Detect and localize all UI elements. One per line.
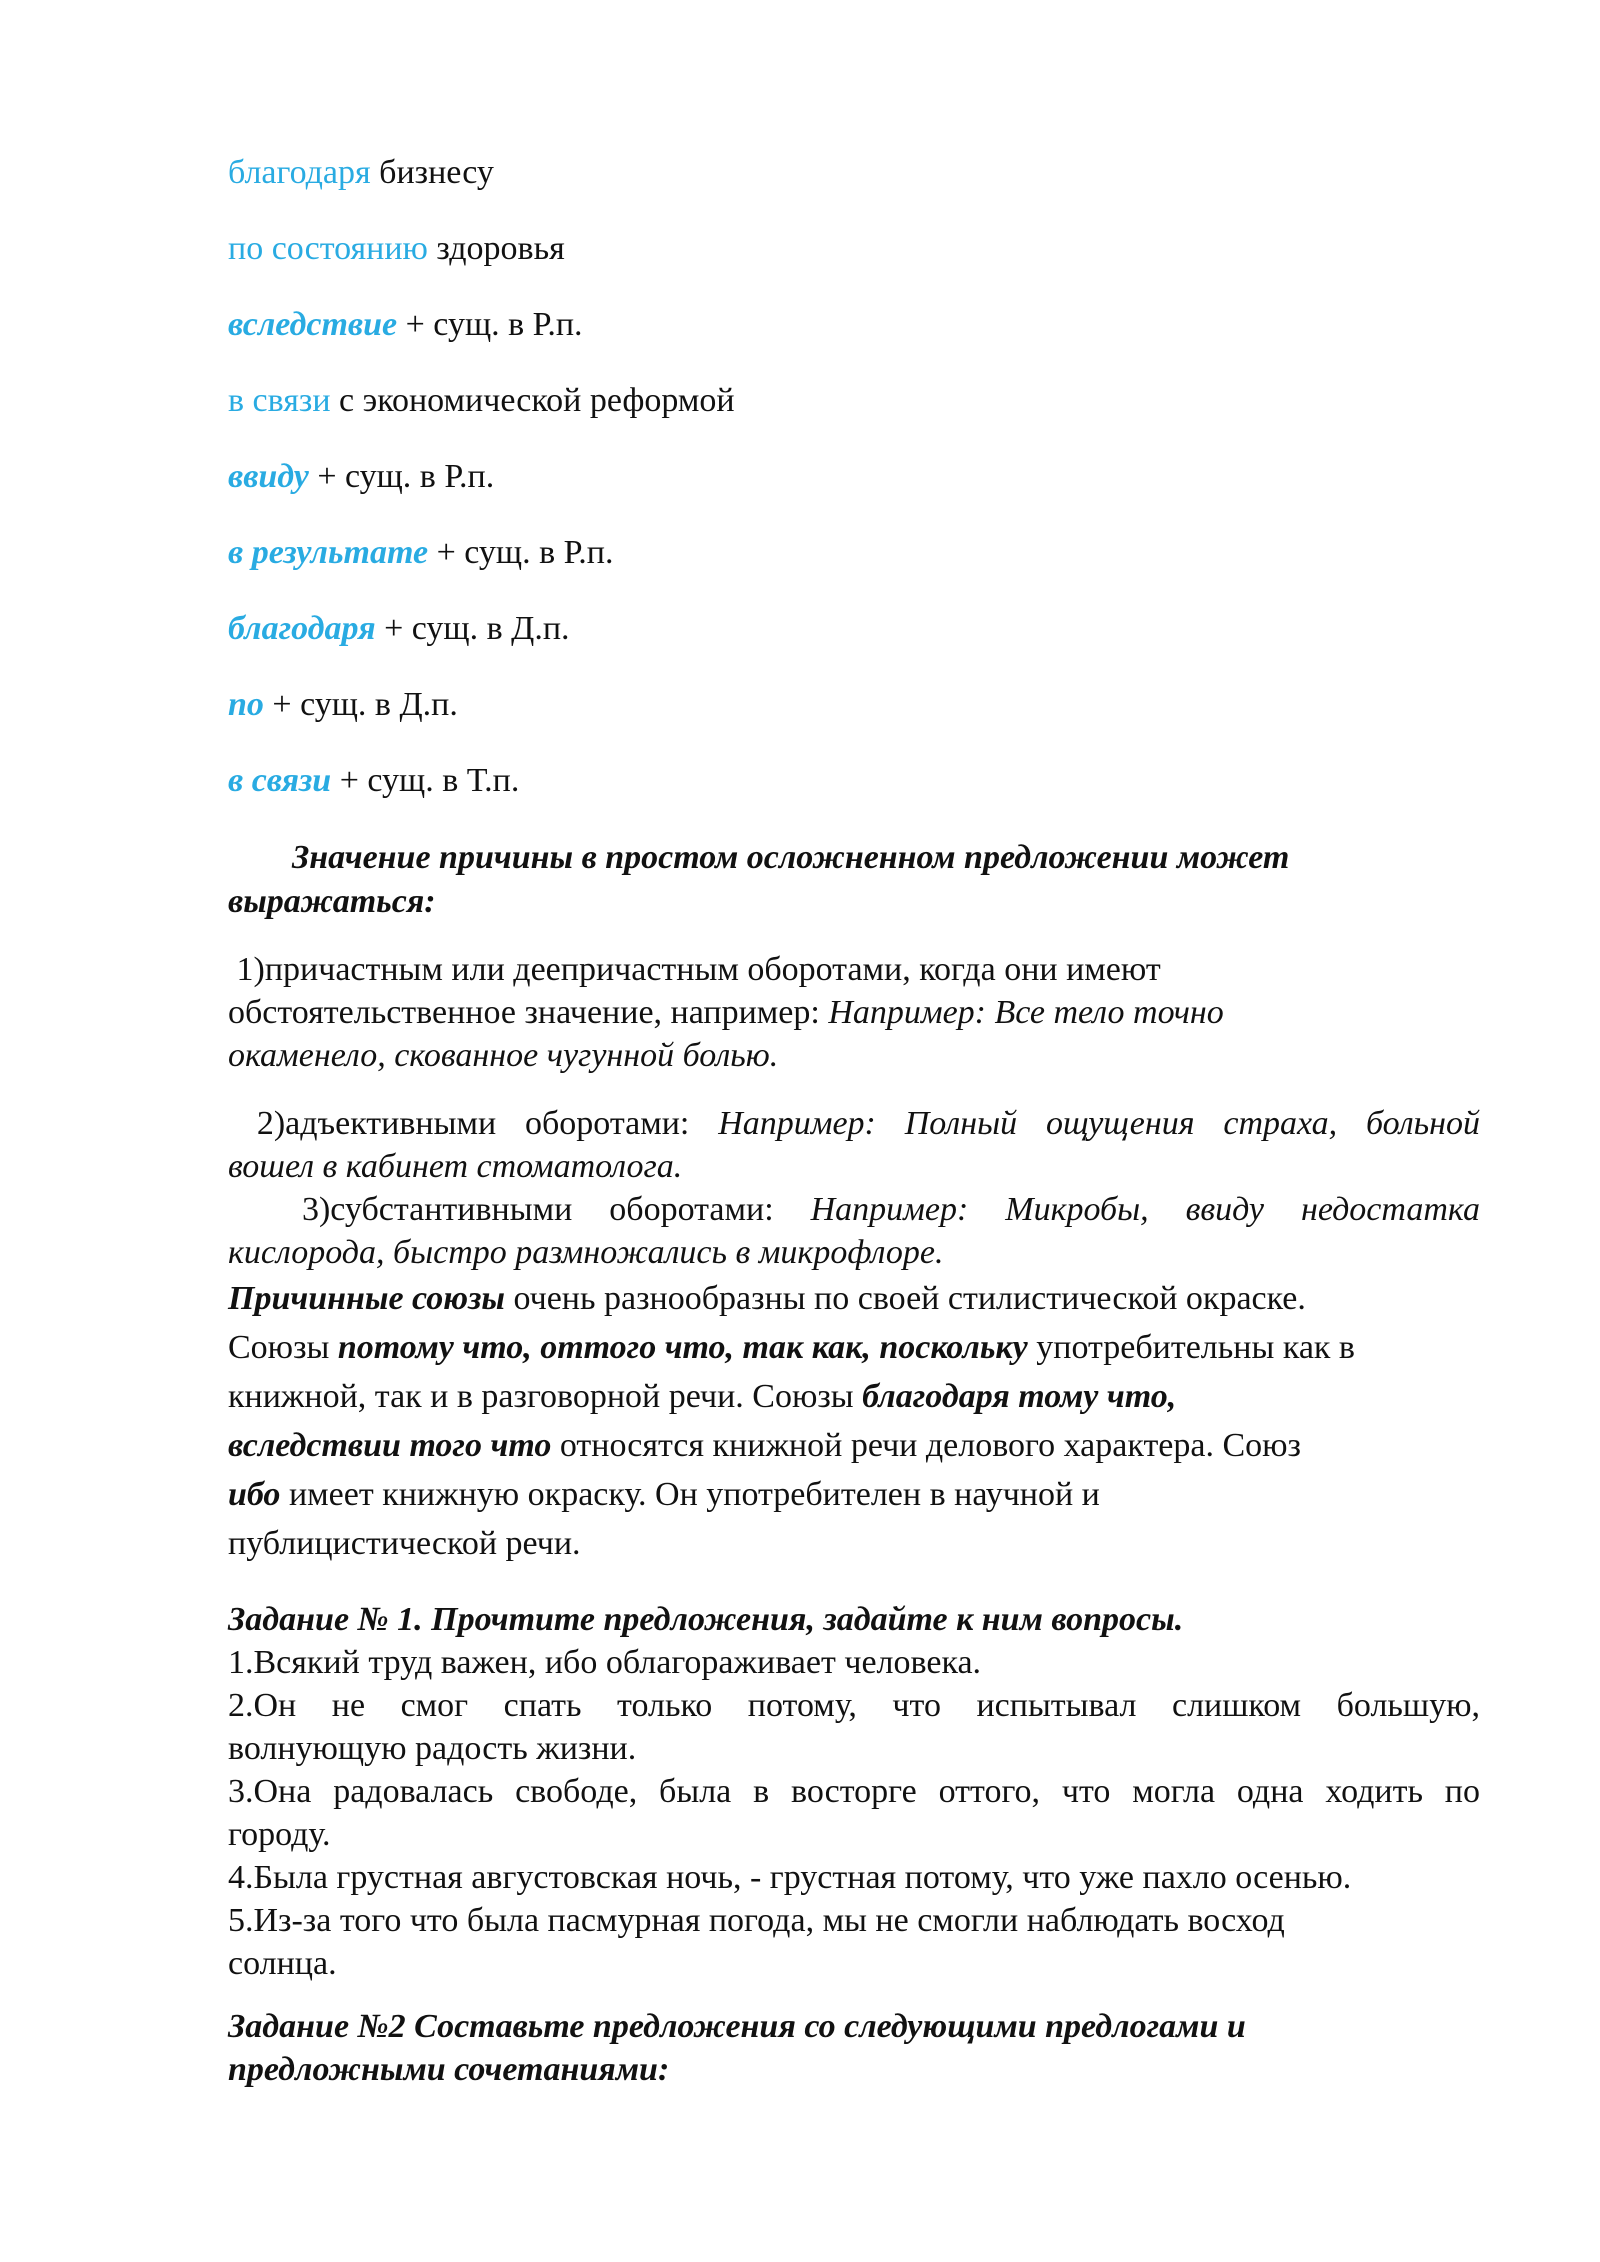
conj-text: очень разнообразны по своей стилистической окраске. — [504, 1280, 1306, 1317]
preposition: ввиду — [228, 458, 309, 495]
conj-term: ибо — [228, 1476, 281, 1513]
conj-term: потому что, оттого что, так как, поскольку — [337, 1329, 1028, 1366]
point-2-text: 2)адъективными оборотами: — [228, 1105, 719, 1142]
task-1-title: Задание № 1. Прочтите предложения, задайте к ним вопросы. — [228, 1601, 1184, 1638]
preposition: вследствие — [228, 306, 398, 343]
example-line — [228, 380, 735, 422]
example-text: с экономической реформой — [330, 382, 735, 419]
point-2-example: Например: Полный ощущения страха, больной — [718, 1105, 1480, 1142]
point-2-line-1 — [228, 1102, 1480, 1145]
point-2 — [228, 1102, 1480, 1188]
point-1-example: Например: Все тело точно — [828, 994, 1224, 1031]
task-1 — [228, 1598, 1480, 1985]
conj-text: книжной, так и в разговорной речи. Союзы — [228, 1378, 863, 1415]
heading-line-2: выражаться: — [228, 883, 436, 920]
point-1-line-1: 1)причастным или деепричастным оборотами, когда они имеют — [228, 951, 1161, 988]
example-line — [228, 760, 519, 802]
preposition: в связи — [228, 762, 332, 799]
example-line — [228, 532, 613, 574]
point-3-example: Например: Микробы, ввиду недостатка — [810, 1191, 1480, 1228]
heading-line-1: Значение причины в простом осложненном предложении может — [292, 839, 1290, 876]
task-1-sentence-5-cont: солнца. — [228, 1945, 337, 1982]
task-1-sentence-3-cont: городу. — [228, 1816, 331, 1853]
point-1-line-2 — [228, 991, 1480, 1034]
task-1-sentence-4: 4.Была грустная августовская ночь, - грустная потому, что уже пахло осенью. — [228, 1859, 1352, 1896]
conj-text: относятся книжной речи делового характера. Союз — [551, 1427, 1301, 1464]
task-1-sentence-1: 1.Всякий труд важен, ибо облагораживает человека. — [228, 1644, 982, 1681]
conj-term: вследствии того что — [228, 1427, 552, 1464]
example-text: + сущ. в Р.п. — [308, 458, 495, 495]
preposition: в результате — [228, 534, 429, 571]
point-3 — [228, 1188, 1480, 1274]
conj-line-3 — [228, 1372, 1480, 1421]
point-2-line-2: вошел в кабинет стоматолога. — [228, 1148, 683, 1185]
task-1-sentence-2: 2.Он не смог спать только потому, что испытывал слишком большую, — [228, 1687, 1480, 1724]
preposition: по — [228, 686, 264, 723]
task-1-sentence-5: 5.Из-за того что была пасмурная погода, мы не смогли наблюдать восход — [228, 1902, 1285, 1939]
preposition: благодаря — [228, 154, 371, 191]
preposition: по состоянию — [228, 230, 428, 267]
task-2-title-line-1: Задание №2 Составьте предложения со следующими предлогами и — [228, 2008, 1246, 2045]
conj-line-5 — [228, 1470, 1480, 1519]
point-1 — [228, 948, 1480, 1077]
task-2 — [228, 2005, 1480, 2091]
example-text: + сущ. в Р.п. — [397, 306, 583, 343]
point-3-line-2: кислорода, быстро размножались в микрофлоре. — [228, 1234, 944, 1271]
conj-term: благодаря тому что, — [862, 1378, 1177, 1415]
example-text: + сущ. в Р.п. — [428, 534, 614, 571]
example-text: + сущ. в Д.п. — [263, 686, 458, 723]
conj-term: Причинные союзы — [228, 1280, 505, 1317]
conj-line-2 — [228, 1323, 1480, 1372]
preposition: благодаря — [228, 610, 376, 647]
conj-text: Союзы — [228, 1329, 338, 1366]
point-3-line-1 — [228, 1188, 1480, 1231]
preposition: в связи — [228, 382, 331, 419]
example-text: бизнесу — [370, 154, 494, 191]
section-heading — [228, 836, 1478, 924]
example-text: + сущ. в Д.п. — [375, 610, 570, 647]
task-1-sentence-2-cont: волнующую радость жизни. — [228, 1730, 637, 1767]
conj-text: употребительны как в — [1027, 1329, 1355, 1366]
point-1-text: обстоятельственное значение, например: — [228, 994, 829, 1031]
example-line — [228, 152, 494, 194]
point-3-text: 3)субстантивными оборотами: — [228, 1191, 811, 1228]
conj-line-1 — [228, 1274, 1480, 1323]
conj-line-6: публицистической речи. — [228, 1525, 581, 1562]
example-text: здоровья — [427, 230, 565, 267]
point-1-line-3: окаменело, скованное чугунной болью. — [228, 1037, 779, 1074]
example-line — [228, 684, 458, 726]
example-line — [228, 456, 494, 498]
task-1-sentence-3: 3.Она радовалась свободе, была в восторге оттого, что могла одна ходить по — [228, 1773, 1480, 1810]
example-line — [228, 304, 583, 346]
example-line — [228, 608, 570, 650]
example-text: + сущ. в Т.п. — [331, 762, 520, 799]
task-2-title-line-2: предложными сочетаниями: — [228, 2051, 670, 2088]
example-line — [228, 228, 565, 270]
conj-text: имеет книжную окраску. Он употребителен в научной и — [280, 1476, 1100, 1513]
conj-line-4 — [228, 1421, 1480, 1470]
conjunctions-paragraph — [228, 1274, 1480, 1568]
